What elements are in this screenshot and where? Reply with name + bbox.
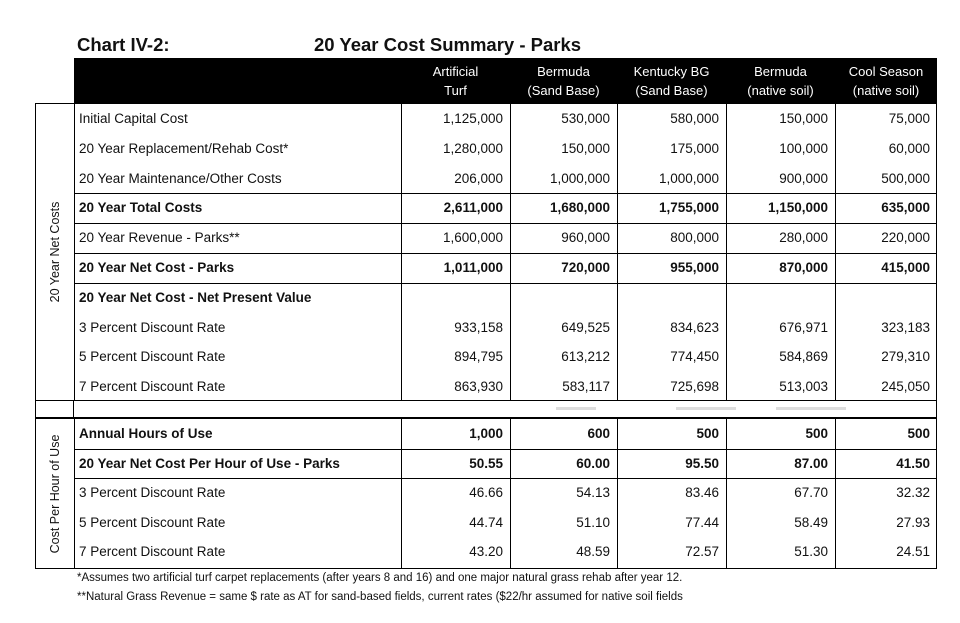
cell-value: 1,150,000: [767, 200, 828, 216]
table-row: [75, 193, 936, 224]
cell-value: 175,000: [670, 140, 719, 156]
gap-divider: [73, 401, 74, 417]
cell-value: 635,000: [881, 200, 930, 216]
cell-value: 1,000,000: [658, 170, 719, 186]
row-label: 5 Percent Discount Rate: [79, 514, 226, 530]
cell-value: 1,125,000: [442, 111, 503, 126]
row-label: 3 Percent Discount Rate: [79, 319, 226, 335]
cell-value: 863,930: [454, 379, 503, 395]
column-header-line2: Turf: [444, 83, 467, 98]
cell-value: 500: [907, 426, 930, 441]
cell-value: 100,000: [779, 140, 828, 156]
cell-value: 279,310: [881, 349, 930, 365]
cost-per-hour-table: [74, 418, 937, 569]
chart-label: Chart IV-2:: [77, 34, 170, 55]
cell-value: 87.00: [794, 455, 828, 471]
column-header-line2: (native soil): [852, 83, 920, 98]
cell-value: 725,698: [670, 379, 719, 395]
cell-value: 150,000: [561, 140, 610, 156]
cell-value: 955,000: [670, 260, 719, 275]
cell-value: 54.13: [576, 485, 610, 501]
cell-value: 1,000,000: [549, 170, 610, 186]
cell-value: 720,000: [561, 260, 610, 275]
table-row: [75, 134, 936, 164]
row-label: Initial Capital Cost: [79, 111, 188, 126]
column-header: [510, 62, 617, 100]
section-gap-row: [35, 400, 937, 418]
cell-value: 280,000: [779, 230, 828, 246]
scan-noise: [676, 407, 736, 410]
cell-value: 43.20: [469, 544, 503, 560]
cell-value: 2,611,000: [443, 200, 503, 216]
cell-value: 1,000: [469, 426, 503, 441]
footnote-1: *Assumes two artificial turf carpet replacements (after years 8 and 16) and one major natural grass rehab after year 12.: [77, 572, 683, 584]
cell-value: 46.66: [469, 485, 503, 501]
cell-value: 530,000: [561, 111, 610, 126]
cell-value: 500: [696, 426, 719, 441]
column-header: [401, 62, 510, 100]
column-header-line1: Artificial: [432, 64, 479, 79]
section-label-cost-per-hour-text: Cost Per Hour of Use: [48, 434, 62, 553]
row-label: 20 Year Revenue - Parks**: [79, 230, 240, 246]
table-row: [75, 313, 936, 343]
column-header-line2: (Sand Base): [635, 83, 708, 98]
row-label: 20 Year Net Cost - Parks: [79, 260, 235, 275]
cell-value: 206,000: [454, 170, 503, 186]
table-row: [75, 223, 936, 254]
section-label-net-costs: [35, 103, 75, 401]
cell-value: 83.46: [685, 485, 719, 501]
cell-value: 870,000: [779, 260, 828, 275]
cell-value: 800,000: [670, 230, 719, 246]
table-row: [75, 478, 936, 508]
cell-value: 1,011,000: [443, 260, 503, 275]
cell-value: 960,000: [561, 230, 610, 246]
column-header: [617, 62, 726, 100]
cell-value: 58.49: [794, 514, 828, 530]
cell-value: 834,623: [670, 319, 719, 335]
row-label: 20 Year Total Costs: [79, 200, 203, 216]
cell-value: 649,525: [561, 319, 610, 335]
column-header-line2: (Sand Base): [527, 83, 600, 98]
table-row: [75, 164, 936, 195]
table-row: [75, 419, 936, 450]
net-costs-table: [74, 103, 937, 401]
column-header-line1: Bermuda: [537, 64, 590, 79]
row-label: 5 Percent Discount Rate: [79, 349, 226, 365]
column-header-line1: Cool Season: [848, 64, 924, 79]
cell-value: 60,000: [888, 140, 930, 156]
column-header-line1: Kentucky BG: [633, 64, 710, 79]
cell-value: 220,000: [881, 230, 930, 246]
table-row: [75, 342, 936, 372]
row-label: 7 Percent Discount Rate: [79, 544, 226, 560]
column-header-bar: [74, 58, 937, 103]
cell-value: 245,050: [881, 379, 930, 395]
cell-value: 1,280,000: [442, 140, 503, 156]
cell-value: 500,000: [881, 170, 930, 186]
cell-value: 51.10: [576, 514, 610, 530]
row-label: Annual Hours of Use: [79, 426, 213, 441]
cell-value: 72.57: [685, 544, 719, 560]
cell-value: 150,000: [779, 111, 828, 126]
row-label: 7 Percent Discount Rate: [79, 379, 226, 395]
cell-value: 60.00: [576, 455, 610, 471]
column-header: [835, 62, 937, 100]
column-header-line1: Bermuda: [754, 64, 807, 79]
cell-value: 580,000: [670, 111, 719, 126]
row-label: 20 Year Replacement/Rehab Cost*: [79, 140, 289, 156]
cell-value: 67.70: [794, 485, 828, 501]
cell-value: 1,755,000: [658, 200, 719, 216]
cell-value: 415,000: [881, 260, 930, 275]
cell-value: 900,000: [779, 170, 828, 186]
cell-value: 613,212: [561, 349, 610, 365]
section-label-cost-per-hour: [35, 418, 75, 569]
scan-noise: [556, 407, 596, 410]
cell-value: 1,600,000: [442, 230, 503, 246]
column-header-line2: (native soil): [747, 83, 814, 98]
table-row: [75, 508, 936, 538]
cell-value: 51.30: [794, 544, 828, 560]
cell-value: 323,183: [881, 319, 930, 335]
cell-value: 27.93: [896, 514, 930, 530]
cell-value: 75,000: [888, 111, 930, 126]
cell-value: 24.51: [896, 544, 930, 560]
cell-value: 500: [805, 426, 828, 441]
table-row: [75, 253, 936, 284]
cell-value: 676,971: [779, 319, 828, 335]
cell-value: 95.50: [685, 455, 719, 471]
row-label: 3 Percent Discount Rate: [79, 485, 226, 501]
chart-title: 20 Year Cost Summary - Parks: [314, 34, 582, 55]
cell-value: 774,450: [670, 349, 719, 365]
column-header: [726, 62, 835, 100]
scan-noise: [776, 407, 846, 410]
table-row: [75, 372, 936, 402]
cell-value: 513,003: [779, 379, 828, 395]
section-label-net-costs-text: 20 Year Net Costs: [48, 201, 62, 303]
cell-value: 48.59: [576, 544, 610, 560]
cell-value: 32.32: [896, 485, 930, 501]
cell-value: 933,158: [454, 319, 503, 335]
row-label: 20 Year Net Cost - Net Present Value: [79, 289, 312, 305]
table-row: [75, 104, 936, 134]
cell-value: 50.55: [469, 455, 503, 471]
table-row: [75, 283, 936, 313]
table-row: [75, 449, 936, 480]
cell-value: 44.74: [469, 514, 503, 530]
footnote-2: **Natural Grass Revenue = same $ rate as AT for sand-based fields, current rates ($22/hr assumed for native soil fields: [77, 591, 683, 603]
cell-value: 77.44: [685, 514, 719, 530]
row-label: 20 Year Net Cost Per Hour of Use - Parks: [79, 455, 340, 471]
table-row: [75, 537, 936, 567]
cell-value: 41.50: [896, 455, 930, 471]
title-row: [77, 34, 937, 58]
cell-value: 1,680,000: [549, 200, 610, 216]
row-label: 20 Year Maintenance/Other Costs: [79, 170, 282, 186]
cell-value: 583,117: [562, 379, 610, 395]
cell-value: 894,795: [454, 349, 503, 365]
cell-value: 600: [587, 426, 610, 441]
cell-value: 584,869: [779, 349, 828, 365]
